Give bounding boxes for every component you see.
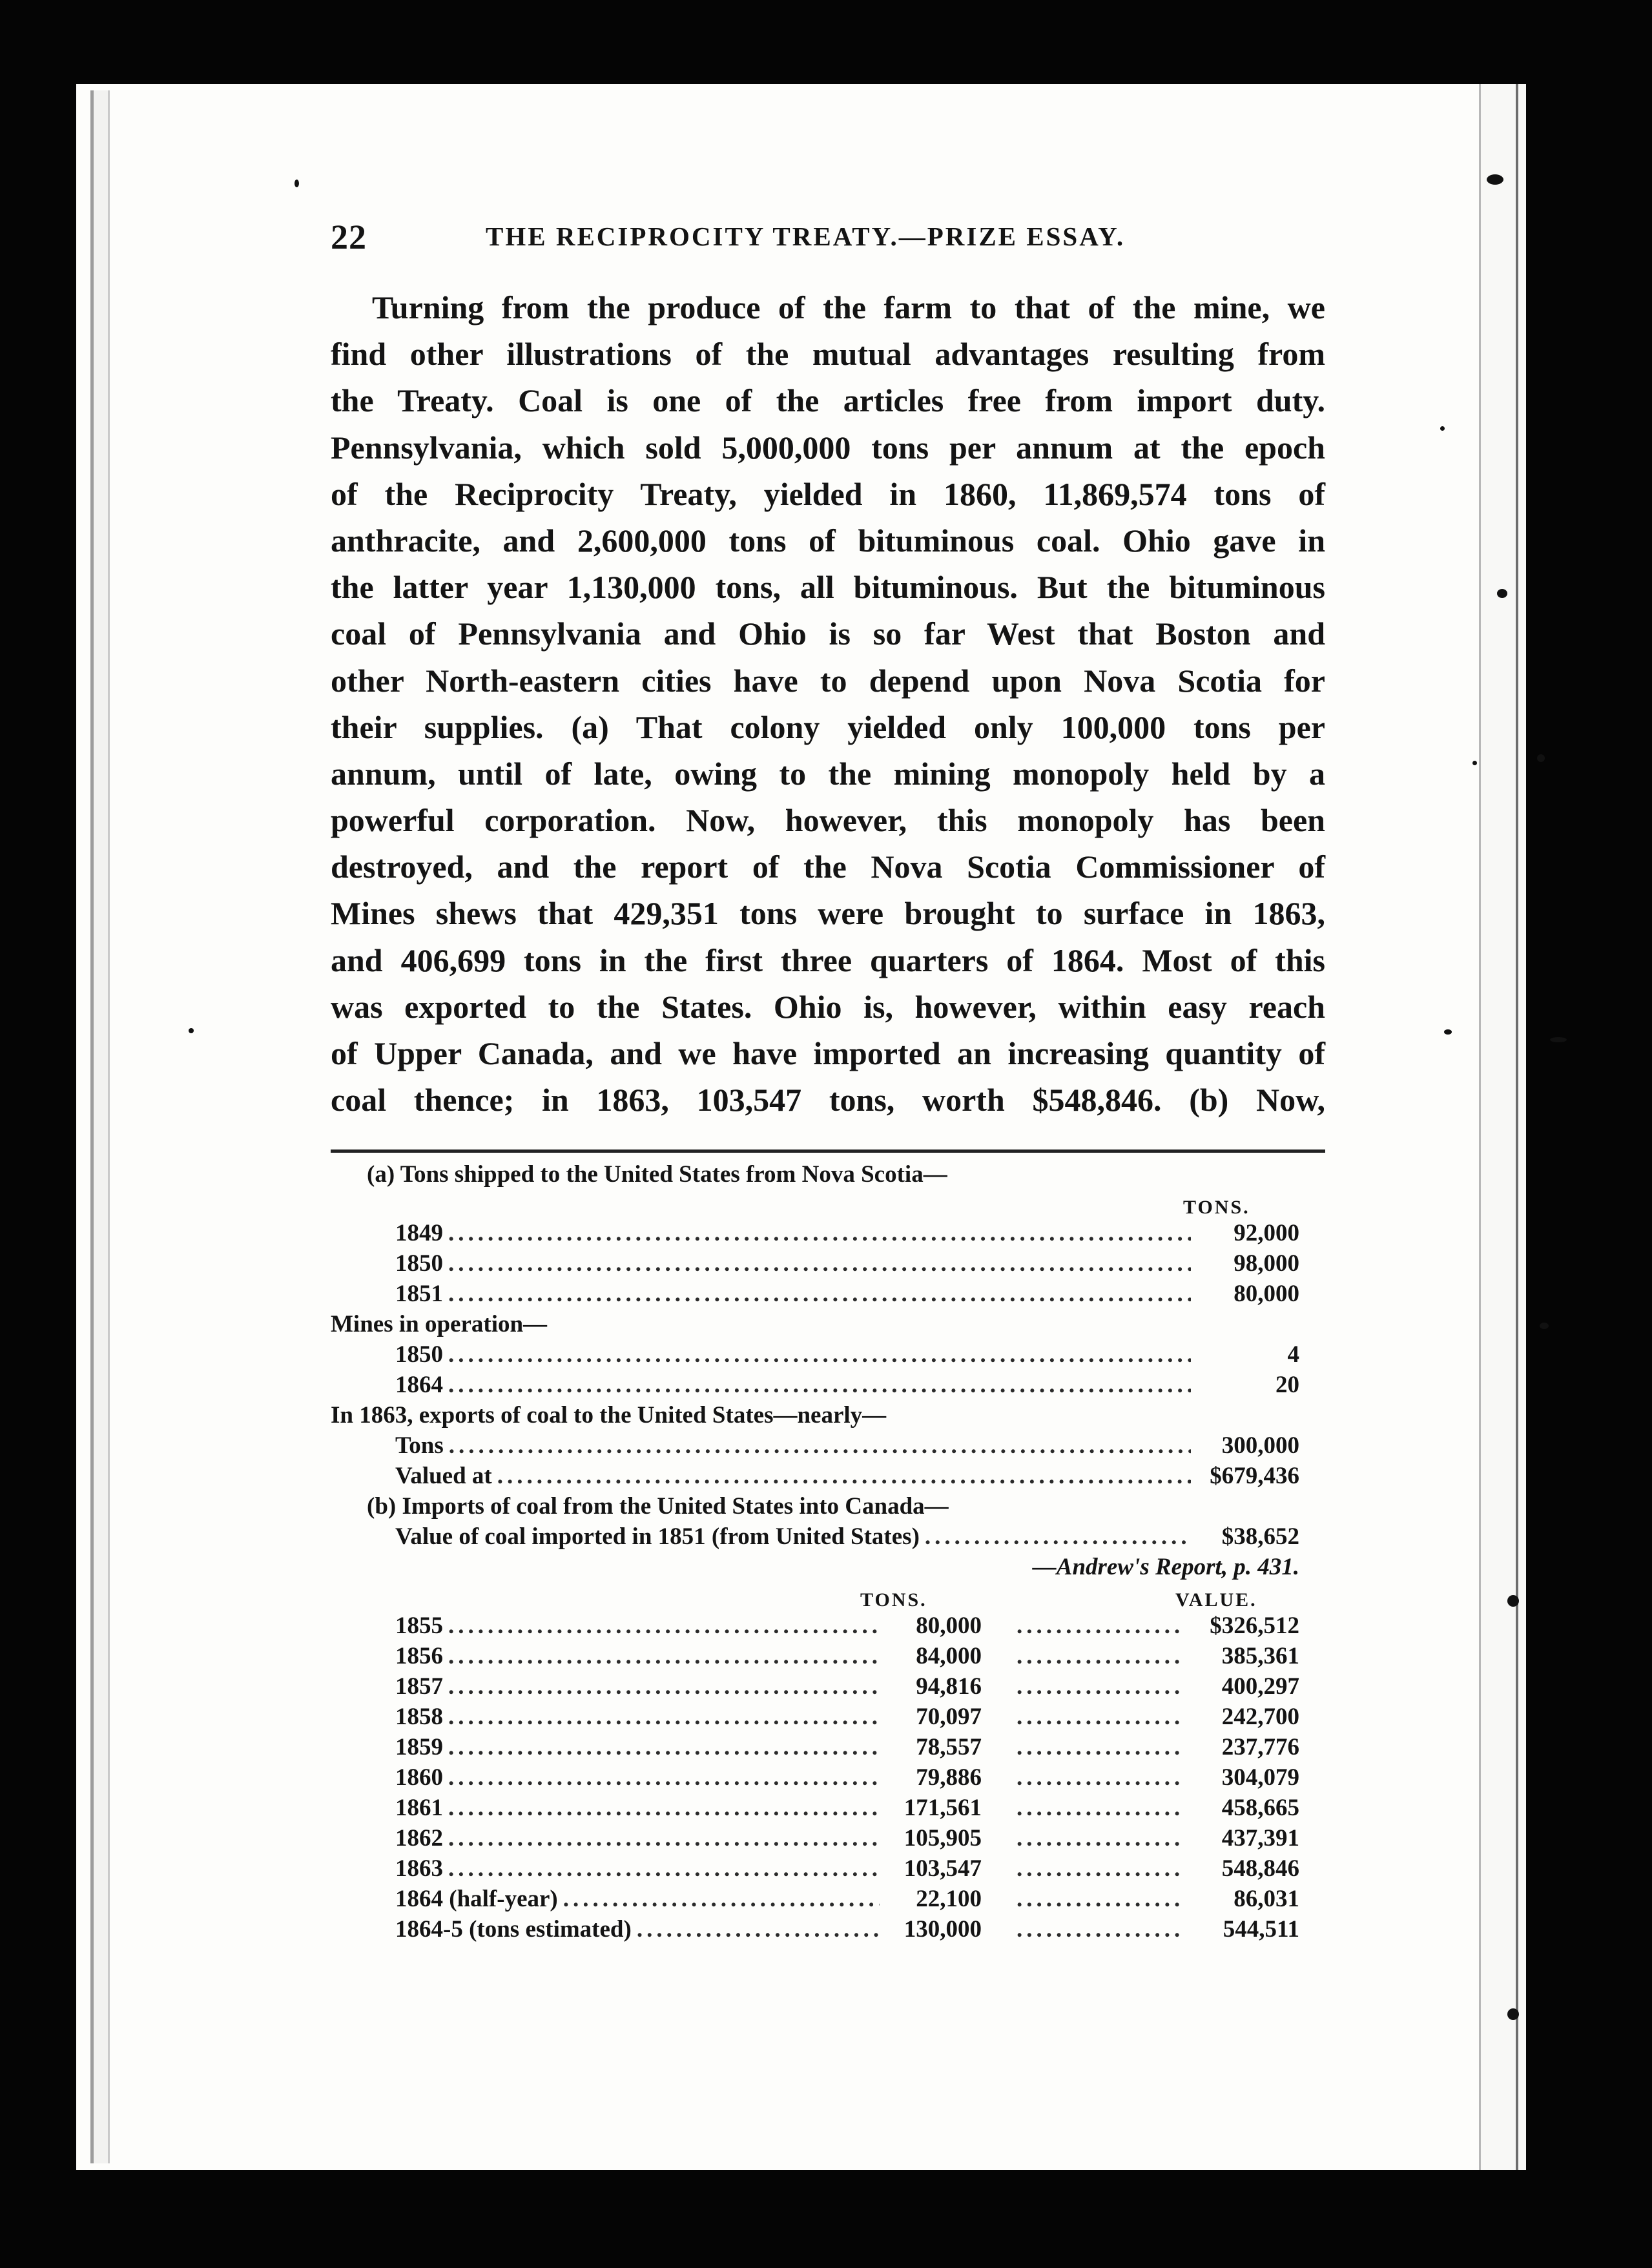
row-year: 1860 (395, 1764, 443, 1791)
row-year: 1859 (395, 1734, 443, 1760)
row-value: $326,512 (1210, 1613, 1299, 1639)
table-row (331, 1248, 1299, 1279)
dot-leader (449, 1430, 1191, 1461)
row-year: 1858 (395, 1704, 443, 1730)
row-value: 548,846 (1221, 1855, 1299, 1882)
table-row (331, 1521, 1299, 1552)
row-year: 1863 (395, 1855, 443, 1882)
dot-leader (448, 1823, 880, 1853)
row-label: Valued at (395, 1463, 492, 1489)
text-line: destroyed, and the report of the Nova Scotia Commissioner of (331, 849, 1325, 885)
dot-leader (448, 1248, 1191, 1279)
row-tons: 171,561 (903, 1795, 982, 1821)
row-year: 1855 (395, 1613, 443, 1639)
scan-speck (294, 180, 299, 187)
table-row (331, 1279, 1299, 1309)
footnotes (331, 1159, 1299, 1944)
dot-leader (448, 1671, 880, 1702)
row-label: Tons (395, 1432, 444, 1459)
table-row (331, 1853, 1299, 1884)
table-row (331, 1823, 1299, 1853)
table-row (331, 1461, 1299, 1491)
table-row (331, 1793, 1299, 1823)
dot-leader (1017, 1641, 1184, 1671)
footnote-rule (331, 1149, 1325, 1153)
text-line: of the Reciprocity Treaty, yielded in 1860, 11,869,574 tons of (331, 475, 1325, 512)
row-value: 92,000 (1234, 1220, 1299, 1246)
dot-leader (1017, 1884, 1184, 1914)
scan-speck (1487, 174, 1503, 185)
table-row (331, 1702, 1299, 1732)
row-label: 1849 (395, 1220, 443, 1246)
dot-leader (1017, 1732, 1184, 1762)
dot-leader (448, 1279, 1191, 1309)
text-line: find other illustrations of the mutual advantages resulting from (331, 336, 1325, 373)
dot-leader (448, 1218, 1191, 1248)
row-year: 1861 (395, 1795, 443, 1821)
text-line: Turning from the produce of the farm to that of the mine, we (372, 289, 1325, 325)
row-tons: 70,097 (916, 1704, 982, 1730)
dot-leader (1017, 1671, 1184, 1702)
row-value: 300,000 (1221, 1432, 1299, 1459)
row-tons: 103,547 (903, 1855, 982, 1882)
text-line: the latter year 1,130,000 tons, all bituminous. But the bituminous (331, 569, 1325, 606)
dot-leader (925, 1521, 1191, 1552)
row-year: 1864 (half-year) (395, 1886, 558, 1912)
dot-leader (448, 1793, 880, 1823)
dot-leader (1017, 1823, 1184, 1853)
row-value: 400,297 (1221, 1673, 1299, 1700)
row-value: 242,700 (1221, 1704, 1299, 1730)
dot-leader (1017, 1702, 1184, 1732)
table-row (331, 1914, 1299, 1944)
text-line: coal of Pennsylvania and Ohio is so far West that Boston and (331, 615, 1325, 652)
text-line: was exported to the States. Ohio is, however, within easy reach (331, 988, 1325, 1025)
page-number: 22 (331, 218, 367, 256)
dot-leader (1017, 1914, 1184, 1944)
dot-leader (448, 1853, 880, 1884)
running-head: THE RECIPROCITY TREATY.—PRIZE ESSAY. (486, 222, 1126, 251)
dot-leader (497, 1461, 1191, 1491)
table-row (331, 1641, 1299, 1671)
text-line: of Upper Canada, and we have imported an increasing quantity of (331, 1035, 1325, 1071)
text-line: other North-eastern cities have to depend upon Nova Scotia for (331, 662, 1325, 699)
scan-speck (1537, 754, 1545, 762)
text-line: Mines shews that 429,351 tons were brought to surface in 1863, (331, 895, 1325, 932)
row-value: 304,079 (1221, 1764, 1299, 1791)
row-value: 80,000 (1234, 1281, 1299, 1307)
unit-label: TONS. (1183, 1197, 1250, 1218)
row-value: 237,776 (1221, 1734, 1299, 1760)
footnote-b-heading: (b) Imports of coal from the United States into Canada— (367, 1493, 949, 1520)
scan-speck (1472, 761, 1477, 765)
dot-leader (448, 1339, 1191, 1370)
dot-leader (448, 1611, 880, 1641)
row-value: 98,000 (1234, 1250, 1299, 1277)
row-value: 458,665 (1221, 1795, 1299, 1821)
dot-leader (448, 1702, 880, 1732)
row-value: $38,652 (1221, 1523, 1299, 1550)
table-row (331, 1339, 1299, 1370)
table-row (331, 1611, 1299, 1641)
dot-leader (563, 1884, 880, 1914)
page-right-gutter (1479, 84, 1526, 2170)
scan-speck (1507, 2008, 1519, 2020)
row-tons: 22,100 (916, 1886, 982, 1912)
page-header (331, 217, 1325, 256)
dot-leader (448, 1732, 880, 1762)
table-row (331, 1430, 1299, 1461)
text-line: the Treaty. Coal is one of the articles free from import duty. (331, 382, 1325, 419)
dot-leader (448, 1641, 880, 1671)
row-label: 1850 (395, 1341, 443, 1368)
text-line: anthracite, and 2,600,000 tons of bituminous coal. Ohio gave in (331, 522, 1325, 559)
dot-leader (448, 1370, 1191, 1400)
row-tons: 130,000 (903, 1916, 982, 1943)
row-label: 1851 (395, 1281, 443, 1307)
dot-leader (637, 1914, 880, 1944)
table-row (331, 1218, 1299, 1248)
value-column-heading: VALUE. (1175, 1589, 1257, 1611)
scan-speck (1550, 1037, 1567, 1042)
scan-speck (1444, 1029, 1452, 1035)
row-year: 1864-5 (tons estimated) (395, 1916, 632, 1943)
dot-leader (1017, 1793, 1184, 1823)
row-tons: 94,816 (916, 1673, 982, 1700)
dot-leader (1017, 1762, 1184, 1793)
row-label: Value of coal imported in 1851 (from United States) (395, 1523, 920, 1550)
column-headings (331, 1582, 1299, 1611)
scan-speck (1507, 1595, 1519, 1607)
scan-speck (189, 1028, 194, 1033)
table-row (331, 1884, 1299, 1914)
row-year: 1856 (395, 1643, 443, 1669)
row-label: 1850 (395, 1250, 443, 1277)
text-line: Pennsylvania, which sold 5,000,000 tons per annum at the epoch (331, 429, 1325, 466)
citation: —Andrew's Report, p. 431. (1032, 1554, 1299, 1580)
row-value: 4 (1287, 1341, 1299, 1368)
body-paragraph (331, 284, 1325, 1123)
row-value: 86,031 (1234, 1886, 1299, 1912)
row-label: 1864 (395, 1372, 443, 1398)
column-headings (331, 1190, 1299, 1218)
text-line: annum, until of late, owing to the mining monopoly held by a (331, 755, 1325, 792)
row-tons: 78,557 (916, 1734, 982, 1760)
text-line: and 406,699 tons in the first three quarters of 1864. Most of this (331, 942, 1325, 978)
scan-speck (1440, 426, 1445, 431)
row-value: $679,436 (1210, 1463, 1299, 1489)
dot-leader (448, 1762, 880, 1793)
row-tons: 84,000 (916, 1643, 982, 1669)
row-tons: 80,000 (916, 1613, 982, 1639)
scan-speck (1540, 1323, 1549, 1329)
subheading: Mines in operation— (331, 1311, 548, 1337)
row-tons: 79,886 (916, 1764, 982, 1791)
row-year: 1862 (395, 1825, 443, 1851)
subheading: In 1863, exports of coal to the United States—nearly— (331, 1402, 887, 1428)
table-row (331, 1732, 1299, 1762)
text-line: coal thence; in 1863, 103,547 tons, worth $548,846. (b) Now, (331, 1082, 1325, 1119)
scan-speck (1497, 589, 1507, 598)
dot-leader (1017, 1611, 1184, 1641)
row-tons: 105,905 (903, 1825, 982, 1851)
row-value: 385,361 (1221, 1643, 1299, 1669)
text-line: powerful corporation. Now, however, this monopoly has been (331, 802, 1325, 839)
row-year: 1857 (395, 1673, 443, 1700)
row-value: 20 (1275, 1372, 1299, 1398)
table-row (331, 1370, 1299, 1400)
row-value: 544,511 (1223, 1916, 1299, 1943)
row-value: 437,391 (1221, 1825, 1299, 1851)
table-row (331, 1671, 1299, 1702)
footnote-a-heading: (a) Tons shipped to the United States from Nova Scotia— (367, 1161, 947, 1188)
text-line: their supplies. (a) That colony yielded only 100,000 tons per (331, 708, 1325, 745)
dot-leader (1017, 1853, 1184, 1884)
table-row (331, 1762, 1299, 1793)
tons-column-heading: TONS. (860, 1589, 927, 1611)
page-left-edge (90, 90, 110, 2163)
